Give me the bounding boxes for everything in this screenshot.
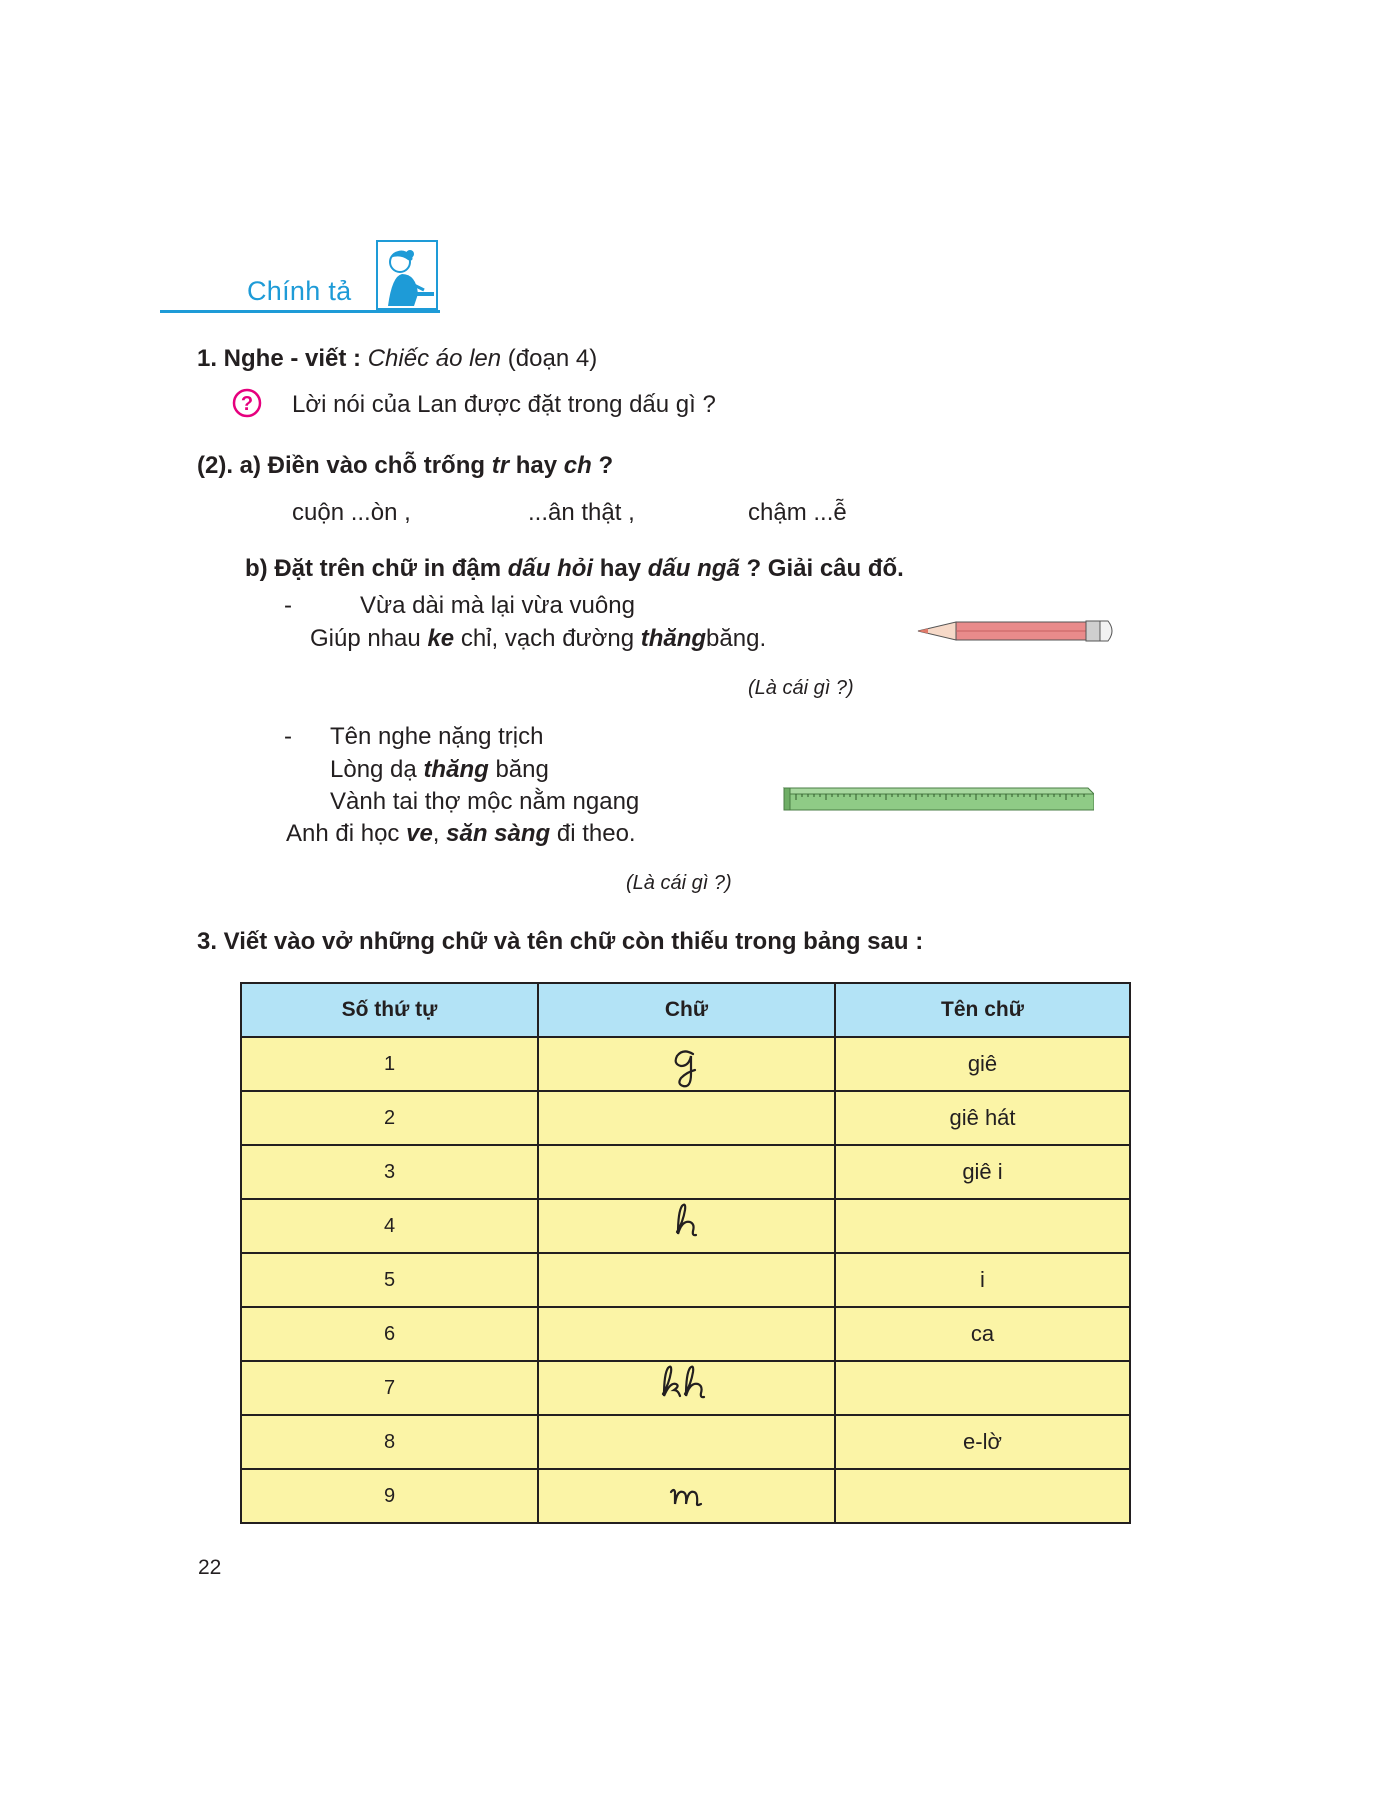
table-row xyxy=(241,1415,1130,1469)
riddle2-l4b: ve xyxy=(406,820,433,847)
q2a-prefix: (2). a) Điền vào chỗ trống xyxy=(197,452,486,479)
q2a-end: ? xyxy=(598,452,614,479)
page-number: 22 xyxy=(198,1556,222,1579)
cursive-letter-kh xyxy=(657,1364,717,1412)
q2a-item-1: cuộn ...òn , xyxy=(292,499,411,526)
section-underline xyxy=(160,310,440,313)
riddle2-l4c: , xyxy=(432,820,440,847)
q1-number: 1. Nghe - viết : xyxy=(197,345,362,372)
q2b-prefix: b) Đặt trên chữ in đậm xyxy=(245,555,502,582)
riddle2-dash: - xyxy=(284,723,292,750)
cell-letter-name xyxy=(835,1361,1130,1415)
riddle1-dash: - xyxy=(284,592,292,619)
q2b-t1: dấu hỏi xyxy=(507,555,594,582)
cell-letter-name: giê i xyxy=(835,1145,1130,1199)
table-row xyxy=(241,1307,1130,1361)
cell-letter xyxy=(538,1091,835,1145)
cursive-letter-m xyxy=(657,1472,717,1520)
cell-number: 5 xyxy=(241,1253,538,1307)
q2b-mid: hay xyxy=(599,555,642,582)
svg-text:?: ? xyxy=(240,393,254,415)
riddle1-line1: Vừa dài mà lại vừa vuông xyxy=(360,592,635,619)
riddle1-answer: (Là cái gì ?) xyxy=(748,677,854,699)
cell-number: 1 xyxy=(241,1037,538,1091)
cell-letter-name: giê xyxy=(835,1037,1130,1091)
cursive-letter-h xyxy=(657,1202,717,1250)
ruler-icon xyxy=(782,780,1094,816)
riddle2-line4 xyxy=(286,820,636,848)
cell-letter-name: i xyxy=(835,1253,1130,1307)
riddle2-answer: (Là cái gì ?) xyxy=(626,872,732,894)
header-letter-name: Tên chữ xyxy=(835,983,1130,1037)
cell-number: 9 xyxy=(241,1469,538,1523)
table-row xyxy=(241,1199,1130,1253)
child-writing-icon xyxy=(376,240,438,310)
header-number: Số thứ tự xyxy=(241,983,538,1037)
cursive-letter-g xyxy=(657,1040,717,1088)
section-title: Chính tả xyxy=(247,276,352,306)
cell-number: 6 xyxy=(241,1307,538,1361)
q2a-opt1: tr xyxy=(491,452,510,479)
riddle2-l2c: băng xyxy=(495,756,549,783)
riddle1-l2a: Giúp nhau xyxy=(310,625,421,652)
riddle2-l2a: Lòng dạ xyxy=(330,756,417,783)
cell-letter xyxy=(538,1037,835,1091)
cell-letter xyxy=(538,1361,835,1415)
cell-letter xyxy=(538,1469,835,1523)
pencil-icon xyxy=(916,618,1118,644)
riddle1-l2d: thăng xyxy=(640,625,707,652)
q2b-t2: dấu ngã xyxy=(647,555,740,582)
q2a-mid: hay xyxy=(515,452,558,479)
table-row xyxy=(241,1091,1130,1145)
riddle2-line1: Tên nghe nặng trịch xyxy=(330,723,544,750)
riddle1-line2 xyxy=(310,625,766,653)
q2a-item-2: ...ân thật , xyxy=(528,499,635,526)
cell-letter xyxy=(538,1307,835,1361)
riddle2-l4d: săn sàng xyxy=(446,820,551,847)
cell-letter-name: ca xyxy=(835,1307,1130,1361)
table-row xyxy=(241,1037,1130,1091)
cell-letter-name: e-lờ xyxy=(835,1415,1130,1469)
table-row xyxy=(241,1145,1130,1199)
riddle2-line3: Vành tai thợ mộc nằm ngang xyxy=(330,788,640,815)
q1-title: Chiếc áo len xyxy=(367,345,502,372)
cell-letter-name: giê hát xyxy=(835,1091,1130,1145)
q3-title: 3. Viết vào vở những chữ và tên chữ còn thiếu trong bảng sau : xyxy=(197,928,924,955)
table-row xyxy=(241,1361,1130,1415)
q2a-opt2: ch xyxy=(563,452,592,479)
riddle2-l2b: thăng xyxy=(423,756,489,783)
cell-letter xyxy=(538,1145,835,1199)
cell-letter xyxy=(538,1253,835,1307)
q2b-line xyxy=(245,555,904,583)
header-letter: Chữ xyxy=(538,983,835,1037)
cell-number: 3 xyxy=(241,1145,538,1199)
table-row xyxy=(241,1253,1130,1307)
q2a-item-3: chậm ...ễ xyxy=(748,499,847,526)
cell-letter xyxy=(538,1199,835,1253)
riddle2-line2 xyxy=(330,756,549,784)
cell-letter-name xyxy=(835,1469,1130,1523)
letters-table xyxy=(240,982,1131,1524)
q2a-line xyxy=(197,452,613,480)
cell-number: 4 xyxy=(241,1199,538,1253)
riddle1-l2b: ke xyxy=(427,625,455,652)
table-header-row xyxy=(241,983,1130,1037)
cell-letter xyxy=(538,1415,835,1469)
q1-line xyxy=(197,345,597,373)
cell-number: 7 xyxy=(241,1361,538,1415)
riddle2-l4e: đi theo. xyxy=(556,820,636,847)
q1-question: Lời nói của Lan được đặt trong dấu gì ? xyxy=(292,391,716,418)
riddle1-l2e: băng. xyxy=(706,625,767,652)
cell-number: 2 xyxy=(241,1091,538,1145)
q1-suffix: (đoạn 4) xyxy=(507,345,598,372)
q2b-end: ? Giải câu đố. xyxy=(746,555,904,582)
cell-letter-name xyxy=(835,1199,1130,1253)
question-mark-icon xyxy=(232,388,262,418)
riddle1-l2c: chỉ, vạch đường xyxy=(460,625,635,652)
riddle2-l4a: Anh đi học xyxy=(286,820,400,847)
cell-number: 8 xyxy=(241,1415,538,1469)
table-row xyxy=(241,1469,1130,1523)
